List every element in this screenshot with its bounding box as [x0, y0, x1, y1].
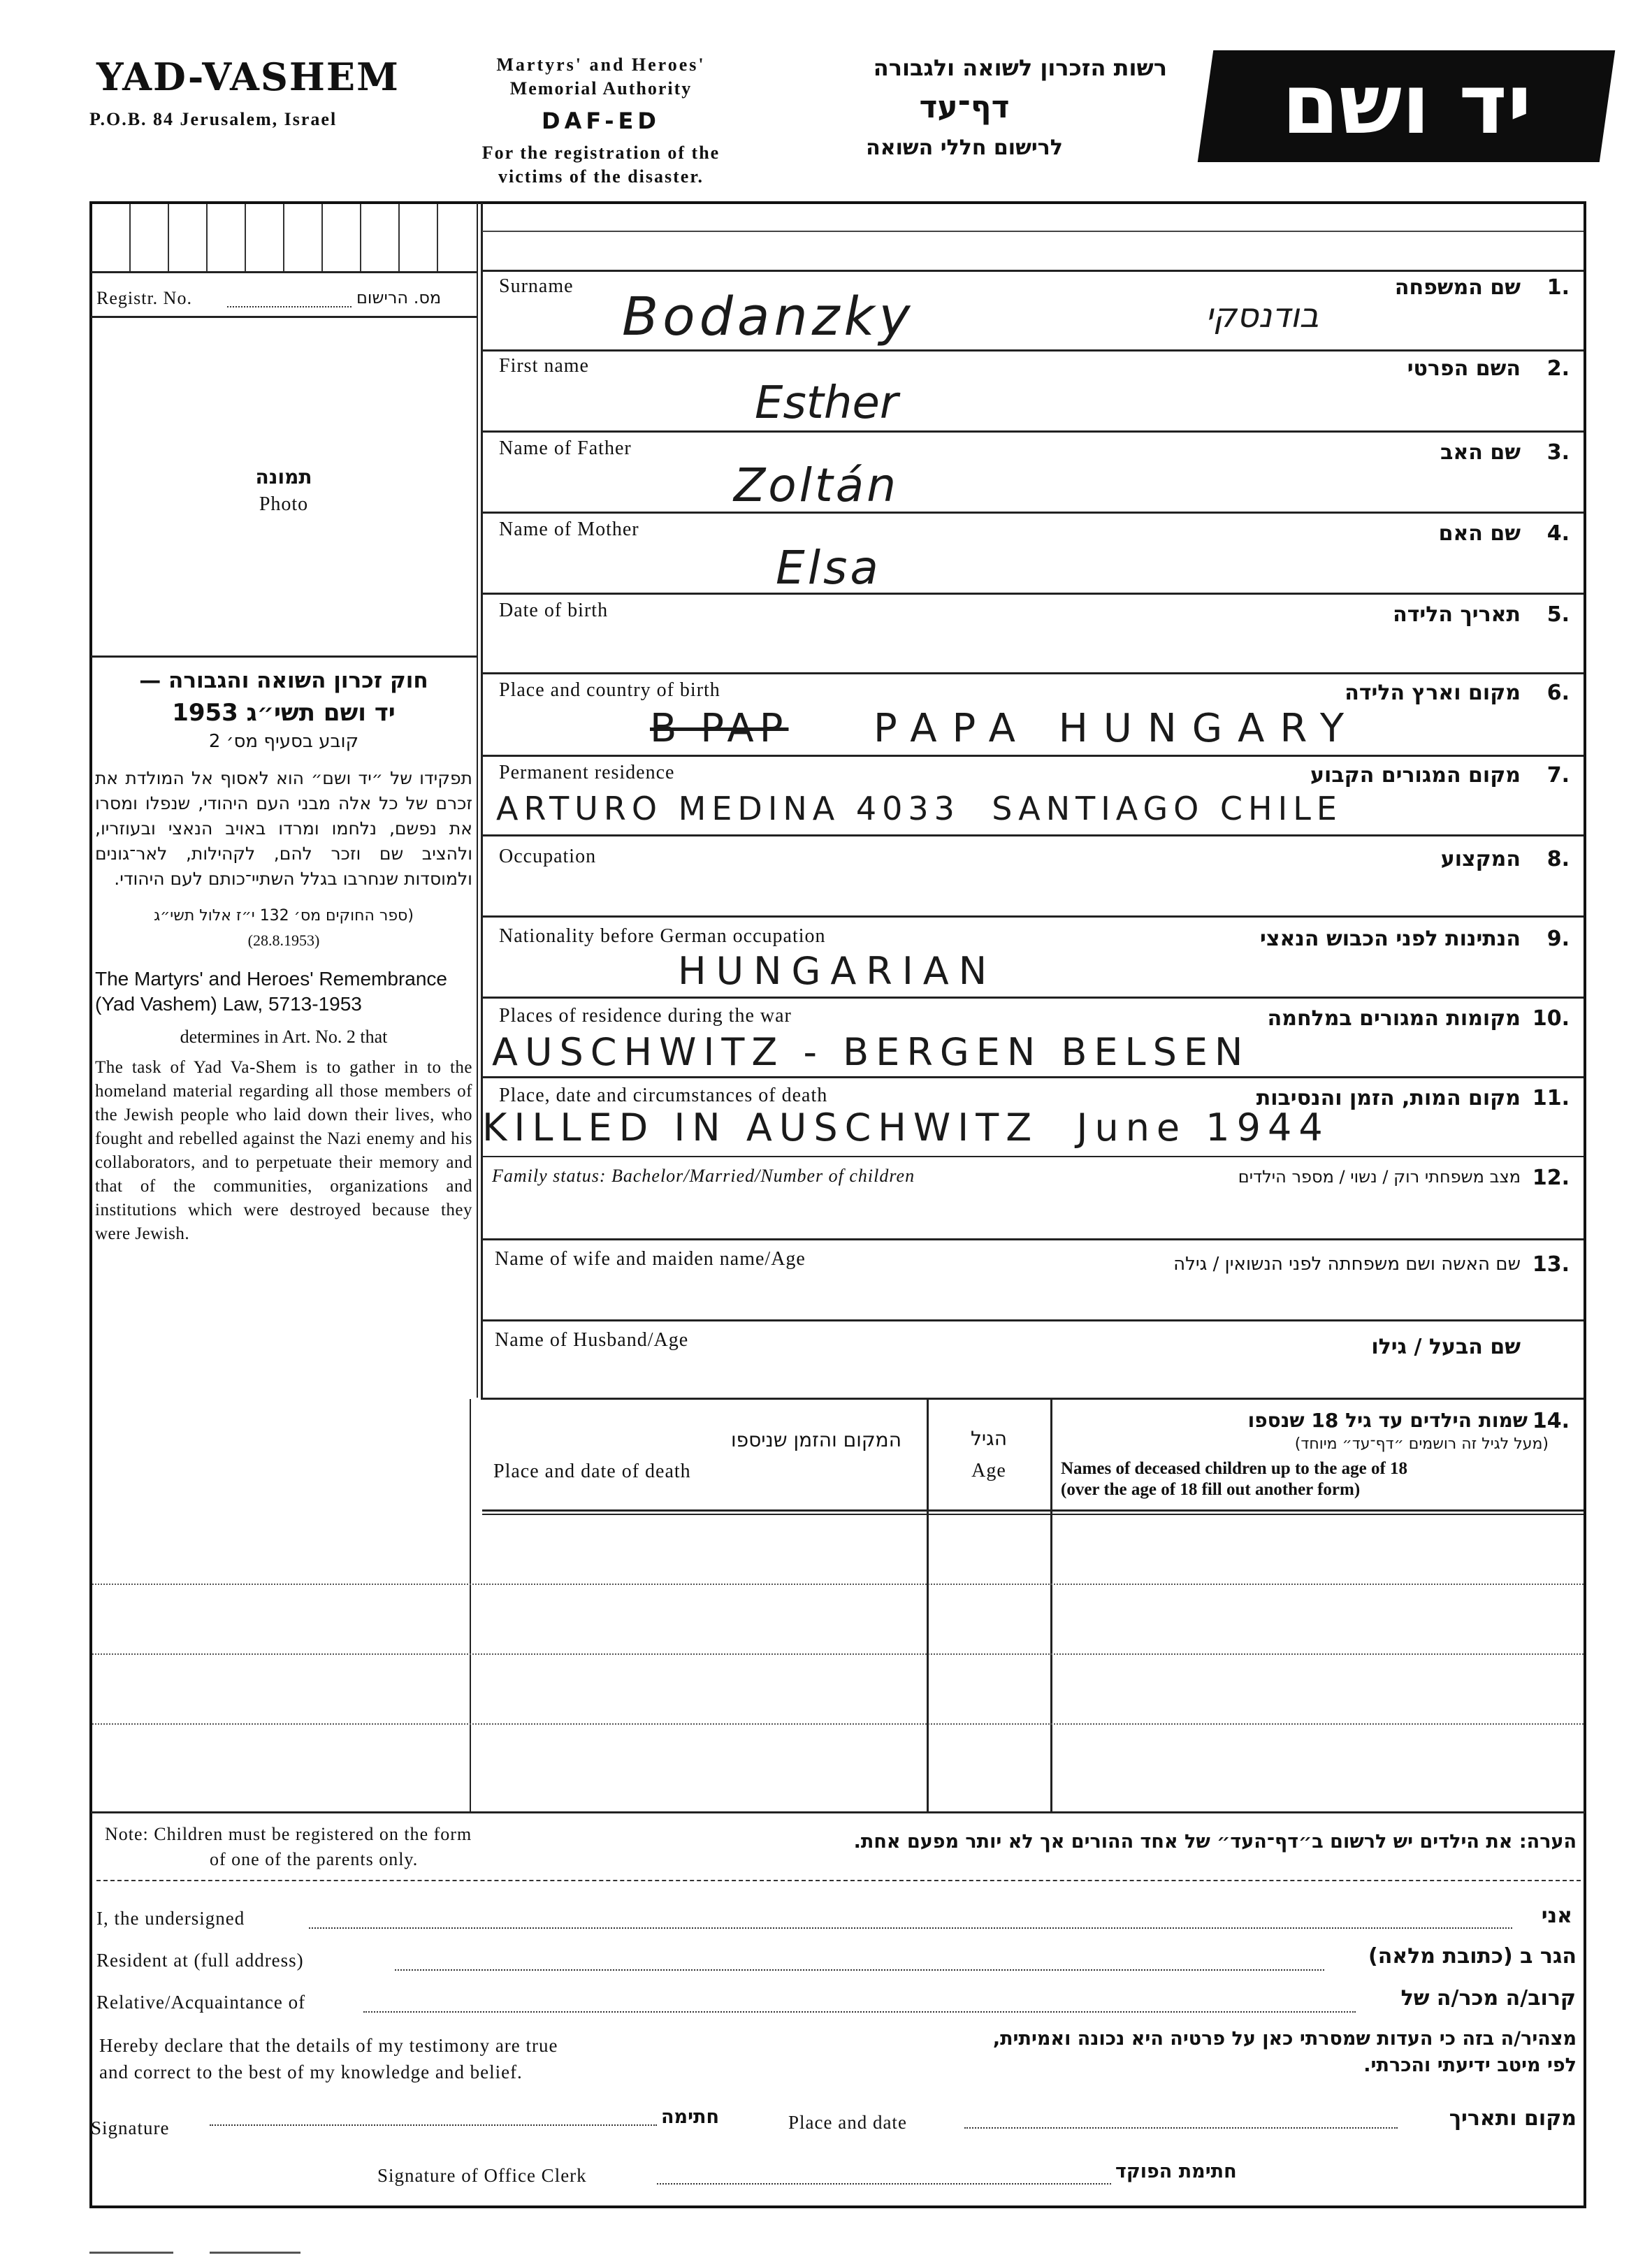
rule	[482, 1509, 1584, 1512]
table-row[interactable]	[92, 1585, 1584, 1655]
field-birth-date-label: Date of birth	[499, 600, 609, 621]
field-first-name-num: 2.	[1546, 356, 1570, 381]
registr-no-field[interactable]	[227, 306, 352, 307]
purpose-line-2: victims of the disaster.	[498, 166, 704, 187]
col-age-heb: הגיל	[970, 1427, 1007, 1450]
field-wife-label: Name of wife and maiden name/Age	[495, 1248, 806, 1270]
registr-no-label: Registr. No.	[96, 288, 192, 308]
law-heb-name: יד ושם תשי״ג 1953	[172, 699, 396, 727]
field-surname-label: Surname	[499, 275, 574, 297]
col-death-heb: המקום והזמן שניספו	[730, 1428, 901, 1451]
law-text-block	[95, 668, 472, 1246]
field-surname-heb: שם המשפחה	[1394, 275, 1521, 300]
table-row[interactable]	[92, 1655, 1584, 1725]
field-residence-heb: מקום המגורים הקבוע	[1310, 763, 1521, 788]
col-names-label-1: Names of deceased children up to the age of 18	[1061, 1459, 1408, 1478]
field-wife-num: 13.	[1532, 1252, 1570, 1277]
photo-label: Photo	[259, 493, 309, 515]
field-birth-place-num: 6.	[1546, 681, 1570, 705]
yad-vashem-logo	[1198, 50, 1615, 162]
field-death-label: Place, date and circumstances of death	[499, 1085, 828, 1106]
field-row-birth-place[interactable]	[482, 674, 1584, 755]
field-row-first-name[interactable]	[482, 351, 1584, 430]
place-date-label: Place and date	[788, 2112, 907, 2133]
field-birth-place-heb: מקום וארץ הלידה	[1345, 681, 1521, 705]
field-father-heb: שם האב	[1440, 440, 1521, 465]
field-row-wife[interactable]	[482, 1240, 1584, 1319]
place-date-heb: מקום ותאריך	[1449, 2106, 1577, 2131]
law-heb-body: תפקידו של ״יד ושם״ הוא לאסוף אל המולדת את זכרם של כל אלה מבני העם היהודי, שנפלו ומסרו את נפשם, נלחמו ומרדו באויב הנאצי ובעוזריו, ולהציב שם וזכר להם, לקהילות, לאר־גונים ולמוסדות שנחרבו בגלל השתיי־כותם לעם היהודי.	[95, 768, 472, 889]
col-names-label-2: (over the age of 18 fill out another form)	[1061, 1480, 1361, 1499]
field-father-value: Zoltán	[734, 458, 899, 512]
field-birth-date-heb: תאריך הלידה	[1393, 602, 1521, 627]
field-occupation-num: 8.	[1546, 847, 1570, 871]
field-family-status-num: 12.	[1532, 1166, 1570, 1190]
declare-en-line-2: and correct to the best of my knowledge and belief.	[99, 2062, 523, 2082]
col-names-heb-2: (מעל לגיל זה רושמים ״דף־עד״ מיוחד)	[1294, 1435, 1549, 1453]
heb-form-name: דף־עד	[919, 89, 1010, 125]
field-mother-heb: שם האם	[1438, 521, 1521, 546]
field-row-death[interactable]	[482, 1078, 1584, 1156]
field-father-label: Name of Father	[499, 437, 632, 459]
children-header-age	[929, 1419, 1048, 1502]
rule	[91, 316, 478, 318]
org-address: P.O.B. 84 Jerusalem, Israel	[89, 109, 338, 129]
rule	[91, 655, 478, 658]
col-names-heb: שמות הילדים עד גיל 18 שנספו	[1247, 1409, 1528, 1432]
declare-heb-line-2: לפי מיטב ידיעתי והכרתי.	[1363, 2055, 1577, 2076]
field-row-husband[interactable]	[482, 1321, 1584, 1398]
field-birth-date-num: 5.	[1546, 602, 1570, 627]
field-family-status-label: Family status: Bachelor/Married/Number of children	[492, 1166, 915, 1186]
field-death-num: 11.	[1532, 1086, 1570, 1110]
field-nationality-num: 9.	[1546, 927, 1570, 951]
heb-authority: רשות הזכרון לשואה ולגבורה	[873, 55, 1167, 81]
field-nationality-heb: הנתינות לפני הכבוש הנאצי	[1260, 927, 1521, 951]
logo-text: יד ושם	[1282, 56, 1532, 152]
field-father-num: 3.	[1546, 440, 1570, 465]
field-row-nationality[interactable]	[482, 917, 1584, 997]
field-surname-value: Bodanzky	[622, 285, 915, 347]
law-heb-title: חוק זכרון השואה והגבורה —	[139, 668, 428, 693]
purpose-line-1: For the registration of the	[481, 143, 720, 163]
photo-heb: תמונה	[255, 465, 312, 488]
field-row-birth-date[interactable]	[482, 594, 1584, 672]
clerk-signature-field[interactable]	[657, 2183, 1111, 2185]
field-row-occupation[interactable]	[482, 836, 1584, 915]
authority-line-2: Memorial Authority	[509, 78, 693, 99]
field-mother-label: Name of Mother	[499, 519, 639, 540]
signature-heb: חתימה	[661, 2106, 720, 2128]
field-husband-label: Name of Husband/Age	[495, 1329, 689, 1351]
field-birth-place-struck: B PAP	[650, 706, 789, 751]
field-birth-place-label: Place and country of birth	[499, 679, 720, 701]
field-residence-value: ARTURO MEDINA 4033 SANTIAGO CHILE	[496, 790, 1342, 827]
field-wife-heb: שם האשה ושם משפחתה לפני הנשואין / גילה	[1173, 1254, 1521, 1275]
field-nationality-value: HUNGARIAN	[678, 949, 997, 993]
law-en-title: The Martyrs' and Heroes' Remembrance (Yad Vashem) Law, 5713-1953	[95, 968, 447, 1015]
field-occupation-label: Occupation	[499, 846, 597, 867]
signature-field[interactable]	[210, 2124, 657, 2126]
field-death-heb: מקום המות, הזמן והנסיבות	[1256, 1086, 1521, 1110]
resident-heb: הגר ב (כתובת מלאה)	[1368, 1944, 1577, 1969]
rule	[96, 1880, 1581, 1881]
org-title: YAD-VASHEM	[96, 55, 400, 99]
children-header-death	[482, 1419, 922, 1502]
field-first-name-value: Esther	[755, 377, 899, 429]
resident-label: Resident at (full address)	[96, 1950, 304, 1971]
field-first-name-heb: השם הפרטי	[1407, 356, 1521, 381]
rule	[481, 1398, 1584, 1400]
rule	[91, 1811, 1585, 1813]
divider-left-2	[477, 203, 478, 1398]
col-death-label: Place and date of death	[493, 1461, 691, 1482]
field-row-family-status[interactable]	[482, 1157, 1584, 1238]
field-birth-place-value: PAPA HUNGARY	[874, 706, 1360, 751]
authority-line-1: Martyrs' and Heroes'	[496, 55, 706, 75]
place-date-field[interactable]	[964, 2127, 1398, 2129]
undersigned-heb: אני	[1541, 1904, 1572, 1928]
rule	[91, 271, 478, 273]
declare-en-line-1: Hereby declare that the details of my testimony are true	[99, 2035, 558, 2056]
field-surname-extra: בודנסקי	[1205, 296, 1319, 335]
heb-purpose: לרישום חללי השואה	[866, 136, 1063, 160]
form-name: DAF-ED	[542, 108, 660, 134]
field-surname-num: 1.	[1546, 275, 1570, 300]
resident-field[interactable]	[395, 1969, 1324, 1971]
field-row-surname[interactable]	[482, 271, 1584, 349]
children-num: 14.	[1532, 1409, 1570, 1433]
field-mother-value: Elsa	[776, 541, 881, 595]
field-mother-num: 4.	[1546, 521, 1570, 546]
note-en-line-2: of one of the parents only.	[210, 1849, 419, 1869]
relative-label: Relative/Acquaintance of	[96, 1992, 306, 2013]
field-occupation-heb: המקצוע	[1440, 847, 1521, 871]
field-residence-label: Permanent residence	[499, 762, 675, 783]
col-age-label: Age	[971, 1460, 1006, 1482]
field-row-war-residence[interactable]	[482, 998, 1584, 1076]
registration-boxes	[92, 204, 475, 271]
note-en-line-1: Note: Children must be registered on the form	[105, 1824, 472, 1844]
field-row-father[interactable]	[482, 432, 1584, 512]
registr-no-heb: מס. הרישום	[356, 288, 442, 307]
law-en-determines: determines in Art. No. 2 that	[180, 1027, 388, 1047]
law-en-body: The task of Yad Va-Shem is to gather in to the homeland material regarding all those members of the Jewish people who laid down their lives, who fought and rebelled against the Nazi enemy and his collaborators, and to perpetuate their memory and that of the communities, organizations and institutions which were destroyed because they were Jewish.	[95, 1058, 472, 1243]
field-husband-heb: שם הבעל / גילו	[1371, 1335, 1521, 1359]
declare-heb-line-1: מצהיר/ה בזה כי העדות שמסרתי כאן על פרטיה היא נכונה ואמיתית,	[992, 2028, 1577, 2050]
field-first-name-label: First name	[499, 355, 589, 377]
relative-field[interactable]	[363, 2011, 1356, 2013]
law-heb-article: קובע בסעיף מס׳ 2	[208, 731, 359, 752]
note-heb: הערה: את הילדים יש לרשום ב״דף־העד״ של אחד ההורים אך לא יותר מפעם אחת.	[853, 1831, 1577, 1853]
undersigned-field[interactable]	[309, 1927, 1512, 1929]
bottom-mark	[89, 2252, 173, 2254]
rule	[482, 231, 1584, 232]
field-war-residence-label: Places of residence during the war	[499, 1005, 792, 1027]
clerk-signature-heb: חתימת הפוקד	[1115, 2161, 1237, 2182]
field-residence-num: 7.	[1546, 763, 1570, 788]
field-row-residence[interactable]	[482, 756, 1584, 834]
field-death-value: KILLED IN AUSCHWITZ June 1944	[482, 1106, 1330, 1150]
law-heb-ref: (ספר החוקים מס׳ 132 י״ז אלול תשי״ג	[154, 907, 414, 925]
field-family-status-heb: מצב משפחתי רוק / נשוי / מספר הילדים	[1238, 1167, 1521, 1187]
table-row[interactable]	[92, 1725, 1584, 1793]
law-date: (28.8.1953)	[247, 932, 320, 949]
field-nationality-label: Nationality before German occupation	[499, 925, 826, 947]
photo-area[interactable]	[92, 319, 475, 654]
field-war-residence-value: AUSCHWITZ - BERGEN BELSEN	[492, 1030, 1250, 1074]
authority-block	[419, 55, 783, 187]
table-row[interactable]	[92, 1515, 1584, 1585]
signature-label: Signature	[91, 2117, 170, 2138]
clerk-signature-label: Signature of Office Clerk	[377, 2165, 587, 2186]
field-war-residence-num: 10.	[1532, 1006, 1570, 1031]
children-header-names	[1054, 1402, 1584, 1507]
relative-heb: קרוב/ה מכר/ה של	[1400, 1986, 1576, 2011]
field-war-residence-heb: מקומות המגורים במלחמה	[1267, 1006, 1521, 1031]
undersigned-label: I, the undersigned	[96, 1908, 245, 1929]
field-row-mother[interactable]	[482, 513, 1584, 593]
bottom-mark	[210, 2252, 300, 2254]
